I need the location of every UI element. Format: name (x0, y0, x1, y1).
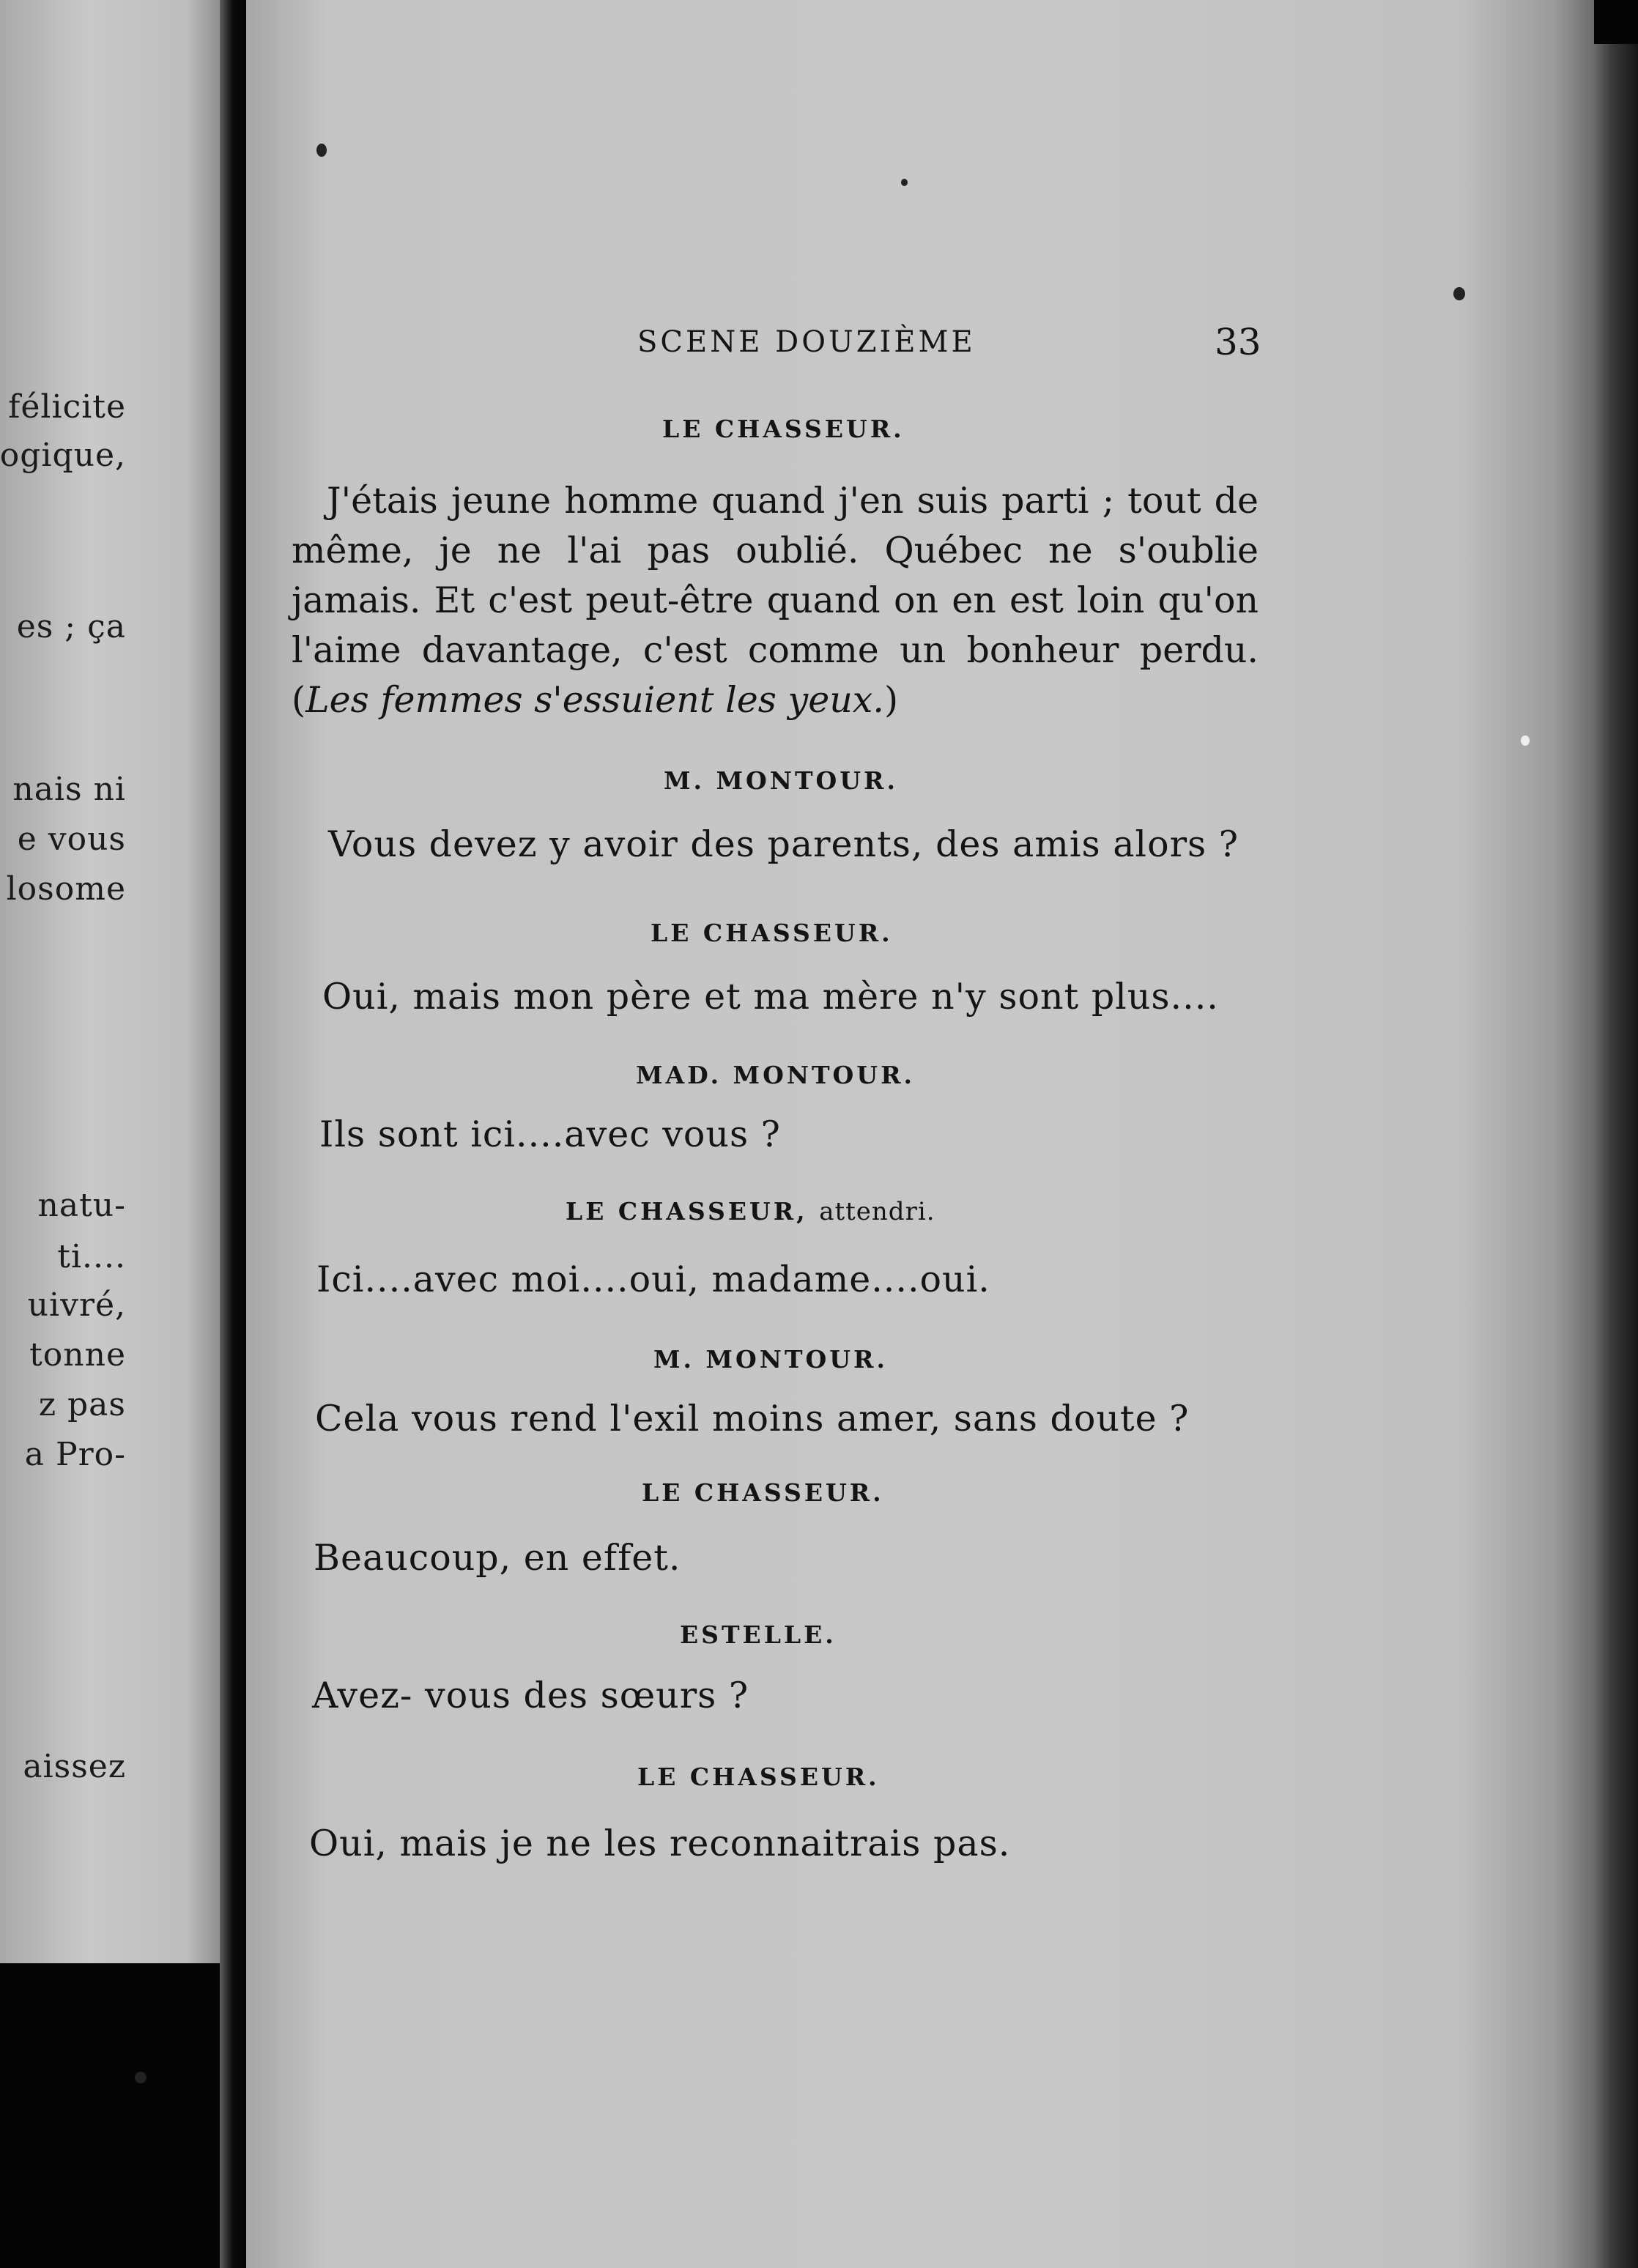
book-gutter (220, 0, 249, 2268)
left-text-fragment: es ; ça (16, 608, 126, 645)
dialogue-line: Cela vous rend l'exil moins amer, sans doute ? (315, 1398, 1190, 1439)
dialogue-line: Avez- vous des sœurs ? (312, 1675, 749, 1716)
dialogue-line: Oui, mais je ne les reconnaitrais pas. (309, 1823, 1011, 1864)
left-text-fragment: aissez (23, 1748, 126, 1785)
speaker-name: M. MONTOUR. (653, 1345, 888, 1374)
running-title: SCENE DOUZIÈME (637, 325, 976, 359)
left-text-fragment: tonne (29, 1336, 126, 1374)
print-speck (135, 2072, 147, 2083)
print-speck (1453, 287, 1465, 300)
stage-direction: Les femmes s'essuient les yeux. (305, 679, 884, 721)
speaker-label: LE CHASSEUR, (566, 1197, 808, 1226)
left-text-fragment: uivré, (27, 1286, 126, 1324)
dialogue-line: Vous devez y avoir des parents, des amis alors ? (328, 823, 1239, 865)
speaker-name: LE CHASSEUR. (637, 1763, 880, 1791)
dialogue-line: Ils sont ici....avec vous ? (319, 1113, 781, 1155)
print-speck (316, 144, 327, 157)
left-text-fragment: a Pro- (24, 1436, 126, 1473)
left-text-fragment: ti.... (57, 1238, 126, 1275)
previous-page-fragment (0, 0, 220, 1963)
dialogue-line: Oui, mais mon père et ma mère n'y sont plus.... (322, 976, 1219, 1018)
speaker-name: LE CHASSEUR. (662, 415, 905, 443)
speaker-name: LE CHASSEUR. (642, 1478, 884, 1507)
speaker-direction: attendri. (819, 1197, 935, 1226)
speaker-name: M. MONTOUR. (664, 766, 898, 795)
dialogue-line: Beaucoup, en effet. (314, 1537, 681, 1579)
dialogue-line: Ici....avec moi....oui, madame....oui. (316, 1259, 990, 1300)
speaker-name: MAD. MONTOUR. (636, 1061, 915, 1089)
left-text-fragment: e vous (17, 820, 126, 858)
speaker-name: ESTELLE. (680, 1620, 837, 1649)
page-number: 33 (1215, 321, 1261, 363)
page-edge-shadow (1594, 44, 1638, 2268)
speaker-name: LE CHASSEUR. (651, 919, 893, 947)
print-speck (901, 179, 908, 186)
left-text-fragment: z pas (38, 1386, 126, 1423)
left-text-fragment: losome (6, 870, 126, 908)
left-text-fragment: félicite (8, 388, 126, 426)
print-speck (1521, 735, 1530, 746)
left-text-fragment: nais ni (12, 771, 126, 808)
left-text-fragment: natu- (37, 1187, 126, 1224)
speaker-name (566, 1197, 935, 1226)
left-text-fragment: ogique, (0, 437, 126, 474)
dialogue-text: J'étais jeune homme quand j'en suis parti ; tout de même, je ne l'ai pas oublié. Québec ne s'oublie jamais. Et c'est peut-être quand on en est loin qu'on l'aime davantage, c'est comme un bonheur perdu. (292, 480, 1259, 671)
dialogue-paragraph: J'étais jeune homme quand j'en suis parti ; tout de même, je ne l'ai pas oublié. Québec ne s'oublie jamais. Et c'est peut-être quand on en est loin qu'on l'aime davantage, c'est comme un bonheur perdu. (Les femmes s'essuient les yeux.) (292, 480, 1259, 721)
